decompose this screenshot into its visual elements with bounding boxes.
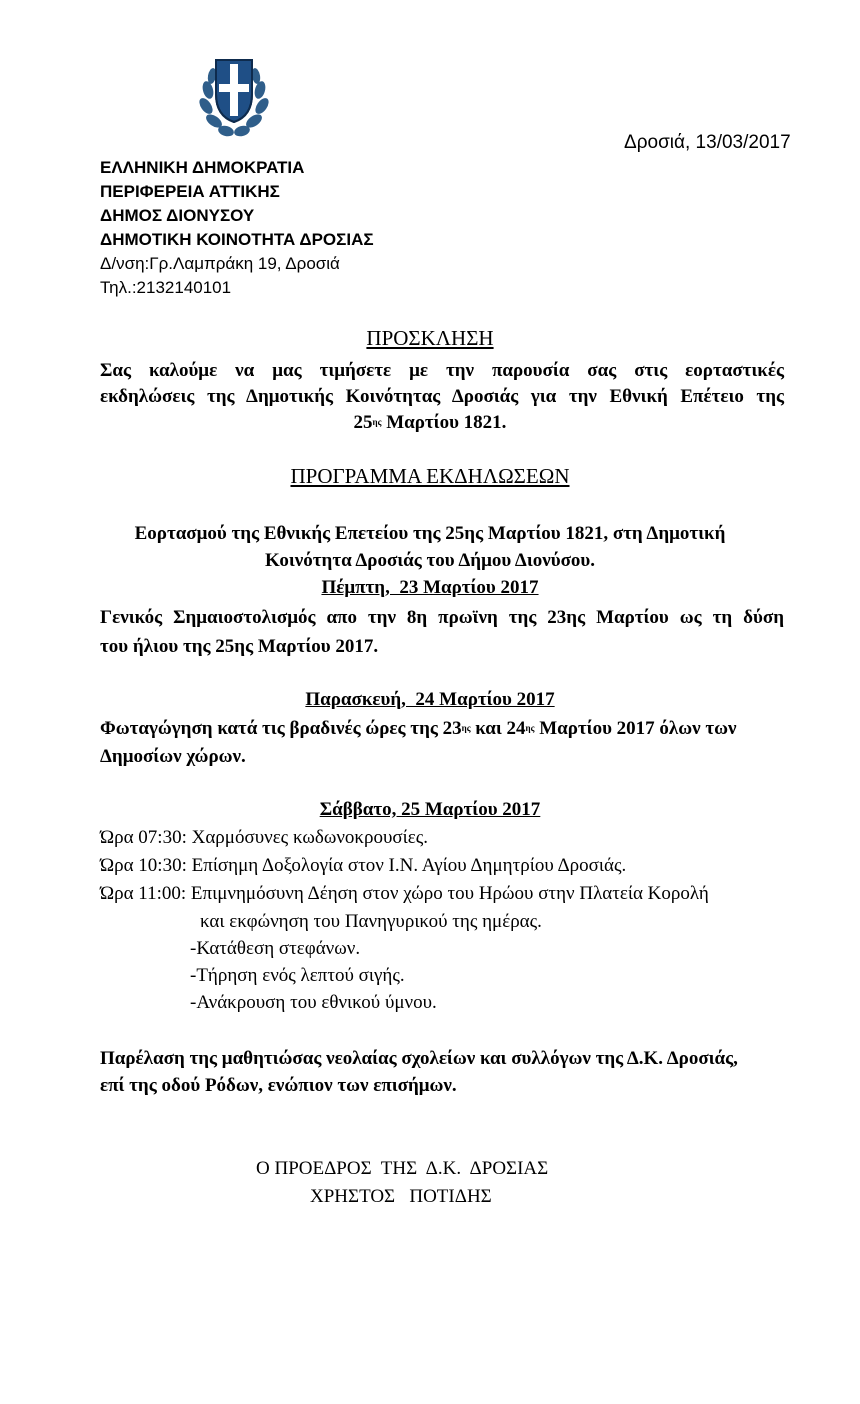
friday-line-1 (100, 715, 737, 743)
greek-coat-of-arms-icon (196, 50, 272, 142)
parade-line-1: Παρέλαση της μαθητιώσας νεολαίας σχολείων και συλλόγων της Δ.Κ. Δροσιάς, (100, 1048, 738, 1069)
schedule-subitem-silence: -Τήρηση ενός λεπτού σιγής. (190, 965, 405, 986)
letterhead (100, 156, 374, 300)
schedule-item-1030: Ώρα 10:30: Επίσημη Δοξολογία στον Ι.Ν. Αγίου Δημητρίου Δροσιάς. (100, 855, 627, 876)
friday-line-2: Δημοσίων χώρων. (100, 746, 246, 767)
invitation-line-1: Σας καλούμε να μας τιμήσετε με την παρουσία σας στις εορταστικές (100, 360, 784, 381)
program-intro-line-2: Κοινότητα Δροσιάς του Δήμου Διονύσου. (264, 550, 596, 571)
thursday-line-2: του ήλιου της 25ης Μαρτίου 2017. (100, 636, 379, 657)
schedule-item-1100-continued: και εκφώνηση του Πανηγυρικού της ημέρας. (200, 911, 542, 932)
day-heading-saturday: Σάββατο, 25 Μαρτίου 2017 (319, 799, 541, 820)
letterhead-line-republic: ΕΛΛΗΝΙΚΗ ΔΗΜΟΚΡΑΤΙΑ (100, 158, 305, 177)
program-intro-line-1: Εορτασμού της Εθνικής Επετείου της 25ης Μαρτίου 1821, στη Δημοτική (134, 523, 726, 544)
thursday-line-1: Γενικός Σημαιοστολισμός απο την 8η πρωϊνη της 23ης Μαρτίου ως τη δύση (100, 607, 784, 628)
letterhead-line-municipality: ΔΗΜΟΣ ΔΙΟΝΥΣΟΥ (100, 206, 255, 225)
parade-line-2: επί της οδού Ρόδων, ενώπιον των επισήμων. (100, 1075, 457, 1096)
day-heading-thursday: Πέμπτη, 23 Μαρτίου 2017 (321, 577, 539, 598)
schedule-subitem-wreaths: -Κατάθεση στεφάνων. (190, 938, 361, 959)
document-date: Δροσιά, 13/03/2017 (624, 132, 791, 153)
friday-text-a: Φωταγώγηση κατά τις βραδινές ώρες της 23 (100, 718, 462, 739)
schedule-subitem-anthem: -Ανάκρουση του εθνικού ύμνου. (190, 992, 437, 1013)
letterhead-address: Δ/νση:Γρ.Λαμπράκη 19, Δροσιά (100, 254, 340, 273)
schedule-item-0730: Ώρα 07:30: Χαρμόσυνες κωδωνοκρουσίες. (100, 827, 428, 848)
invitation-date-rest: Μαρτίου 1821. (381, 412, 507, 433)
invitation-line-2: εκδηλώσεις της Δημοτικής Κοινότητας Δροσιάς για την Εθνική Επέτειο της (100, 386, 784, 407)
letterhead-line-community: ΔΗΜΟΤΙΚΗ ΚΟΙΝΟΤΗΤΑ ΔΡΟΣΙΑΣ (100, 230, 374, 249)
invitation-date-number: 25 (353, 412, 373, 433)
signature-name: ΧΡΗΣΤΟΣ ΠΟΤΙΔΗΣ (310, 1186, 492, 1207)
letterhead-line-region: ΠΕΡΙΦΕΡΕΙΑ ΑΤΤΙΚΗΣ (100, 182, 280, 201)
friday-sup-1: ης (461, 723, 471, 733)
letterhead-phone: Τηλ.:2132140101 (100, 278, 232, 297)
invitation-date-suffix: ης (372, 417, 382, 427)
program-title: ΠΡΟΓΡΑΜΜΑ ΕΚΔΗΛΩΣΕΩΝ (290, 464, 570, 488)
friday-sup-2: ης (525, 723, 535, 733)
invitation-title: ΠΡΟΣΚΛΗΣΗ (366, 326, 494, 350)
friday-text-b: και 24 (470, 718, 526, 739)
schedule-item-1100: Ώρα 11:00: Επιμνημόσυνη Δέηση στον χώρο του Ηρώου στην Πλατεία Κορολή (100, 883, 709, 904)
signature-title: Ο ΠΡΟΕΔΡΟΣ ΤΗΣ Δ.Κ. ΔΡΟΣΙΑΣ (256, 1158, 549, 1179)
day-heading-friday: Παρασκευή, 24 Μαρτίου 2017 (305, 689, 555, 710)
friday-text-c: Μαρτίου 2017 όλων των (534, 718, 737, 739)
invitation-line-3 (0, 409, 860, 437)
